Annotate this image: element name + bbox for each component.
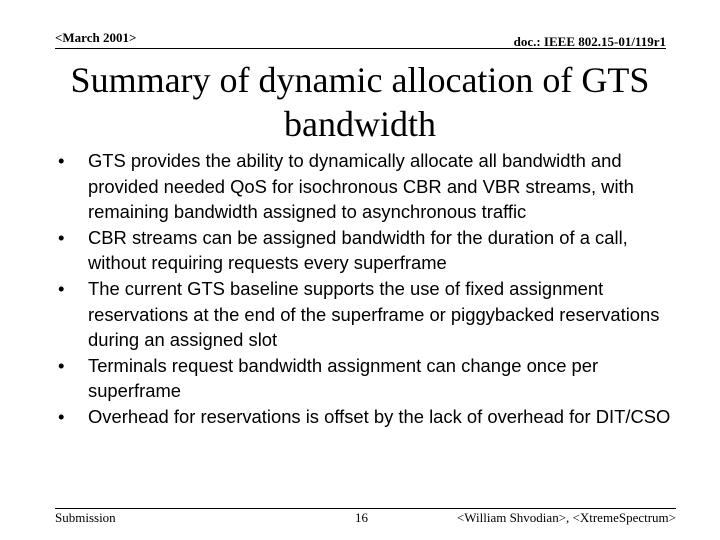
bullet-text: Overhead for reservations is offset by the lack of overhead for DIT/CSO [88, 405, 671, 427]
header-doc-id: doc.: IEEE 802.15-01/119r1 [513, 34, 666, 49]
bullet-dot-icon: • [58, 150, 65, 171]
bullet-item [58, 148, 688, 225]
bullet-dot-icon: • [58, 226, 65, 248]
bullet-item [58, 276, 688, 353]
bullet-item [58, 404, 688, 430]
bullet-text: GTS provides the ability to dynamically allocate all bandwidth and provided needed QoS for isochronous CBR and VBR streams, with remaining bandwidth assigned to asynchronous traffic [88, 150, 634, 223]
bullet-text: Terminals request bandwidth assignment can change once per superframe [88, 354, 599, 402]
bullet-dot-icon: • [58, 277, 65, 299]
footer-submission: Submission [55, 510, 116, 525]
bullet-text: CBR streams can be assigned bandwidth for the duration of a call, without requiring requests every superframe [88, 226, 628, 274]
slide-title: Summary of dynamic allocation of GTS bandwidth [70, 60, 650, 144]
footer-author: <William Shvodian>, <XtremeSpectrum> [456, 510, 676, 525]
bullet-dot-icon: • [58, 405, 65, 427]
page-number: 16 [355, 510, 368, 525]
bullet-item [58, 353, 688, 404]
footer-divider [55, 508, 676, 509]
bullet-dot-icon: • [58, 354, 65, 376]
header-divider [55, 48, 666, 49]
header-date: <March 2001> [55, 30, 137, 45]
bullet-item [58, 225, 688, 276]
bullet-list [58, 148, 688, 430]
bullet-text: The current GTS baseline supports the use of fixed assignment reservations at the end of the superframe or piggybacked reservations during an assigned slot [88, 277, 660, 351]
